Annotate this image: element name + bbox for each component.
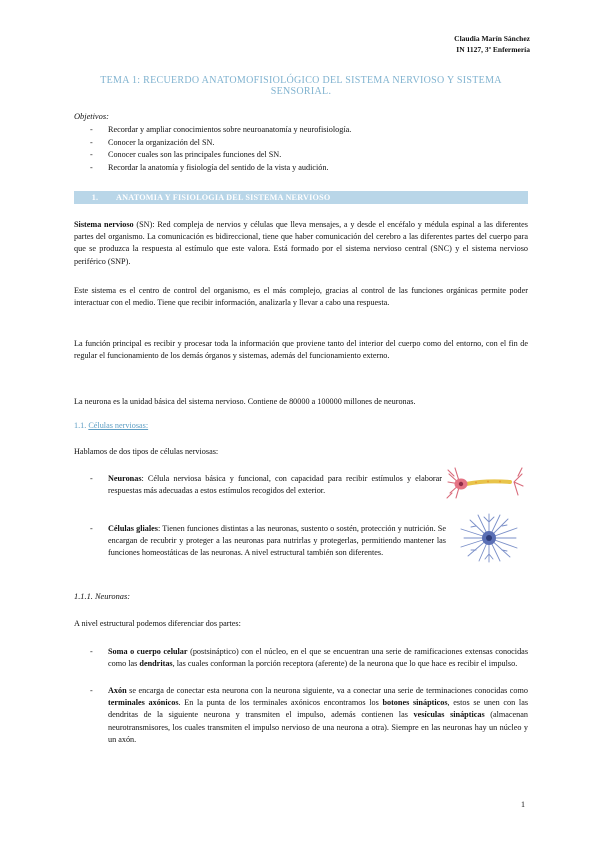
item-text: , las cuales conforman la porción receptora (aferente) de la neurona que lo que hace es recibir el impulso. xyxy=(172,659,518,669)
objective-item: - Recordar la anatomía y fisiología del sentido de la vista y audición. xyxy=(88,162,351,175)
term-axon: Axón xyxy=(108,686,127,695)
term-vesiculas: vesículas sinápticas xyxy=(413,710,485,720)
list-item-soma: - Soma o cuerpo celular (postsináptico) con el núcleo, en el que se encuentran una serie de ramificaciones extensas conocidas como las dendritas, las cuales conforman la porción receptora (aferente) de la neurona que lo que hace es recibir el impulso. xyxy=(90,647,528,669)
paragraph-text: (SN): Red compleja de nervios y células que lleva mensajes, a y desde el encéfalo y médula espinal a las diferentes partes del organismo. La comunicación es bidireccional, tiene que haber comunicación del cerebro a las diferentes partes del cuerpo para que se produzca la respuesta al estímulo que este valora. Está formado por el sistema nervioso central (SNC) y el sistema nervioso periférico (SNP). xyxy=(74,220,528,266)
objective-item: - Recordar y ampliar conocimientos sobre neuroanatomía y neurofisiología. xyxy=(88,124,351,137)
term-soma: Soma o cuerpo celular xyxy=(108,647,188,656)
paragraph-sistema-nervioso xyxy=(74,219,528,268)
course-code: IN 1127, 3º Enfermería xyxy=(456,45,530,54)
item-text: . En la punta de los terminales axónicos encontramos los xyxy=(178,698,383,708)
page-header xyxy=(454,33,530,55)
section-number: 1. xyxy=(91,193,99,202)
subsection-number: 1.1. xyxy=(74,421,87,430)
item-text: : Célula nerviosa básica y funcional, con capacidad para recibir estímulos y elaborar respuestas más adecuadas a estos estímulos recogidos del exterior. xyxy=(108,474,442,496)
term-dendritas: dendritas xyxy=(139,659,173,669)
item-text: : Tienen funciones distintas a las neuronas, sustento o sostén, protección y nutrición. Se encargan de recubrir y proteger a las neuronas para nutrirlas y protegerlas, permitiendo mantener las funciones homeostáticas de las neuronas. A nivel estructural también son diferentes. xyxy=(108,524,446,558)
objectives-heading: Objetivos: xyxy=(74,112,109,121)
cells-intro: Hablamos de dos tipos de células nerviosas: xyxy=(74,447,219,456)
term-terminales: terminales axónicos xyxy=(108,698,179,708)
item-text: se encarga de conectar esta neurona con la neurona siguiente, va a conectar una serie de terminaciones conocidas como xyxy=(126,686,528,695)
list-item-neuronas: - Neuronas: Célula nerviosa básica y funcional, con capacidad para recibir estímulos y elaborar respuestas más adecuadas a estos estímulos recogidos del exterior. xyxy=(90,474,442,496)
subsection-title: Células nerviosas: xyxy=(88,421,149,430)
parts-intro: A nivel estructural podemos diferenciar dos partes: xyxy=(74,619,241,628)
section-title: ANATOMIA Y FISIOLOGIA DEL SISTEMA NERVIOSO xyxy=(116,193,331,202)
document-title: TEMA 1: RECUERDO ANATOMOFISIOLÓGICO DEL SISTEMA NERVIOSO Y SISTEMA SENSORIAL. xyxy=(100,75,502,97)
section-heading-bar xyxy=(74,191,528,204)
paragraph-neurona: La neurona es la unidad básica del sistema nervioso. Contiene de 80000 a 100000 millones de neuronas. xyxy=(74,397,416,406)
page-number: 1 xyxy=(521,800,525,809)
neuron-illustration xyxy=(446,462,524,506)
list-item-celulas-gliales: - Células gliales: Tienen funciones distintas a las neuronas, sustento o sostén, protección y nutrición. Se encargan de recubrir y proteger a las neuronas para nutrirlas y protegerlas, permitiendo mantener las funciones homeostáticas de las neuronas. A nivel estructural también son diferentes. xyxy=(90,524,446,558)
author-name: Claudia Marín Sánchez xyxy=(454,34,530,43)
item-text: , estos se unen con las dendritas de la siguiente neurona y transmiten el impulso, además contienen las xyxy=(108,698,529,720)
subsection-celulas-nerviosas xyxy=(74,421,148,430)
term-botones: botones sinápticos xyxy=(382,698,448,708)
objectives-list xyxy=(88,124,351,174)
list-item-axon: - Axón se encarga de conectar esta neurona con la neurona siguiente, va a conectar una serie de terminaciones conocidas como terminales axónicos. En la punta de los terminales axónicos encontramos los botones sinápticos, estos se unen con las dendritas de la siguiente neurona y transmiten el impulso, además contienen las vesículas sinápticas (almacenan neurotransmisores, los cuales transmiten el impulso nervioso de una neurona a otra). Siempre en las neuronas hay un núcleo y un axón. xyxy=(90,686,529,744)
subsection-neuronas: 1.1.1. Neuronas: xyxy=(74,592,130,601)
glial-cell-illustration xyxy=(458,512,520,564)
term-celulas-gliales: Células gliales xyxy=(108,524,158,533)
objective-item: - Conocer cuales son las principales funciones del SN. xyxy=(88,149,351,162)
paragraph-funcion: La función principal es recibir y procesar toda la información que proviene tanto del interior del cuerpo como del entorno, con el fin de regular el funcionamiento de los demás órganos y sistemas, además del funcionamiento externo. xyxy=(74,339,528,361)
term-sistema-nervioso: Sistema nervioso xyxy=(74,220,134,229)
objective-item: - Conocer la organización del SN. xyxy=(88,137,351,150)
term-neuronas: Neuronas xyxy=(108,474,142,483)
item-text: (almacenan neurotransmisores, los cuales transmiten el impulso nervioso de una neurona a otra). Siempre en las neuronas hay un núcleo y un axón. xyxy=(108,710,529,744)
paragraph-control: Este sistema es el centro de control del organismo, es el más complejo, gracias al control de las funciones orgánicas permite poder interactuar con el medio. Tiene que recibir información, analizarla y llevar a cabo una respuesta. xyxy=(74,286,528,308)
item-text: (postsináptico) con el núcleo, en el que se encuentran una serie de ramificaciones extensas conocidas como las xyxy=(108,647,528,669)
